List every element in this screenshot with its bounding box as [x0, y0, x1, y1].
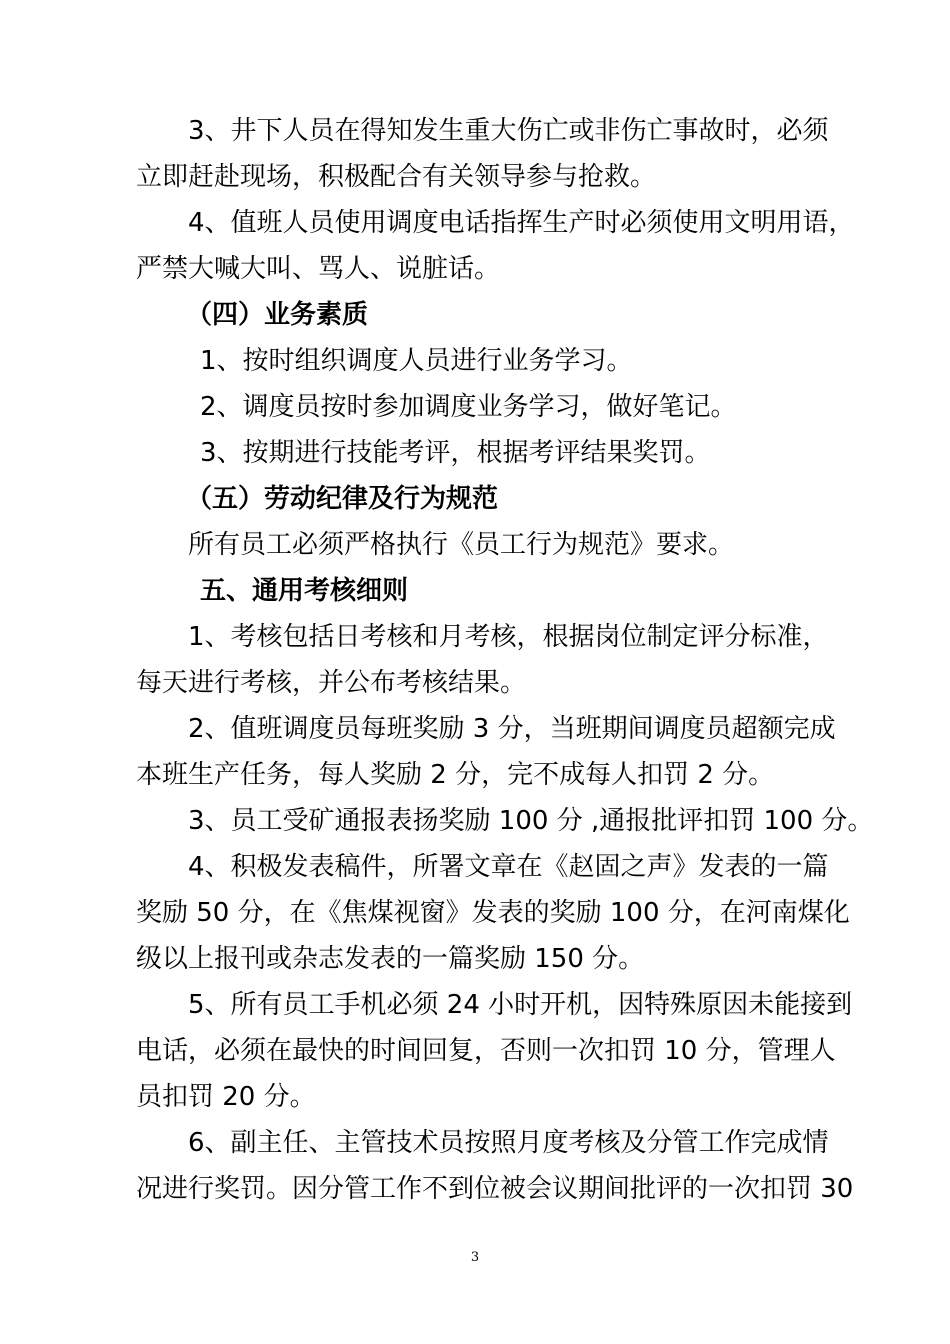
paragraph-line: 立即赶赴现场，积极配合有关领导参与抢救。	[136, 162, 657, 192]
page-number: 3	[470, 1250, 480, 1265]
paragraph-line: 4、值班人员使用调度电话指挥生产时必须使用文明用语，	[188, 208, 855, 238]
paragraph-line: 严禁大喊大叫、骂人、说脏话。	[136, 254, 501, 284]
paragraph-line: 员扣罚 20 分。	[136, 1082, 316, 1112]
list-item: 1、按时组织调度人员进行业务学习。	[200, 346, 633, 376]
paragraph-line: 5、所有员工手机必须 24 小时开机，因特殊原因未能接到	[188, 990, 853, 1020]
paragraph-line: 每天进行考核，并公布考核结果。	[136, 668, 527, 698]
paragraph-line: 奖励 50 分，在《焦煤视窗》发表的奖励 100 分，在河南煤化	[136, 898, 850, 928]
paragraph-line: 1、考核包括日考核和月考核，根据岗位制定评分标准，	[188, 622, 829, 652]
list-item: 3、按期进行技能考评，根据考评结果奖罚。	[200, 438, 711, 468]
paragraph-line: 6、副主任、主管技术员按照月度考核及分管工作完成情	[188, 1128, 829, 1158]
paragraph-line: 本班生产任务，每人奖励 2 分，完不成每人扣罚 2 分。	[136, 760, 775, 790]
list-item: 2、调度员按时参加调度业务学习，做好笔记。	[200, 392, 737, 422]
section-heading: （四）业务素质	[186, 300, 369, 330]
paragraph-line: 级以上报刊或杂志发表的一篇奖励 150 分。	[136, 944, 645, 974]
paragraph-line: 3、井下人员在得知发生重大伤亡或非伤亡事故时，必须	[188, 116, 829, 146]
section-heading: 五、通用考核细则	[200, 576, 409, 606]
paragraph-line: 电话，必须在最快的时间回复，否则一次扣罚 10 分，管理人	[136, 1036, 836, 1066]
section-heading: （五）劳动纪律及行为规范	[186, 484, 499, 514]
paragraph-line: 况进行奖罚。因分管工作不到位被会议期间批评的一次扣罚 30	[136, 1174, 854, 1204]
paragraph-line: 3、员工受矿通报表扬奖励 100 分 ,通报批评扣罚 100 分。	[188, 806, 874, 836]
paragraph-line: 2、值班调度员每班奖励 3 分，当班期间调度员超额完成	[188, 714, 836, 744]
paragraph-line: 4、积极发表稿件，所署文章在《赵固之声》发表的一篇	[188, 852, 829, 882]
paragraph-line: 所有员工必须严格执行《员工行为规范》要求。	[188, 530, 735, 560]
